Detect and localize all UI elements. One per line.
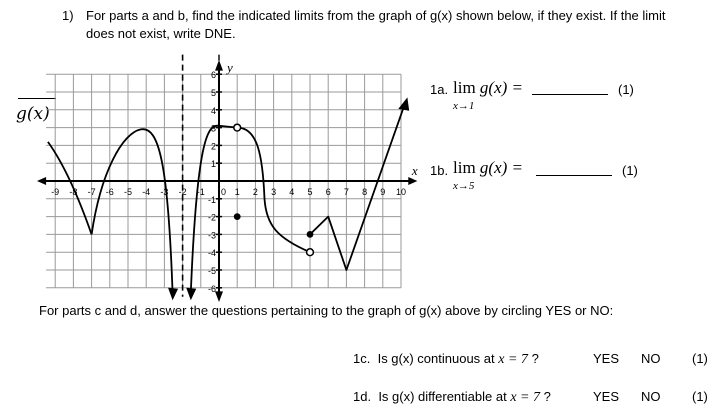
part-d-points: (1) (692, 389, 708, 404)
part-b-lim-word: lim (453, 158, 476, 177)
y-tick-label: -3 (207, 230, 216, 241)
x-tick-label: -8 (69, 187, 78, 197)
y-tick-label: -1 (207, 194, 216, 205)
part-c-suffix: ? (531, 351, 539, 366)
open-point (307, 249, 314, 256)
x-axis-arrow-right (408, 177, 417, 185)
part-a-id: 1a. (430, 82, 449, 97)
filled-point (307, 231, 314, 238)
x-tick-label: -1 (196, 187, 205, 197)
x-tick-label: -4 (142, 187, 151, 197)
x-tick-label: 10 (395, 187, 407, 197)
y-tick-label: -2 (207, 212, 216, 223)
y-tick-label: 3 (210, 123, 216, 134)
y-tick-label: 6 (210, 70, 216, 81)
part-d-math: x = 7 (510, 390, 540, 405)
part-a-expr: g(x) = (479, 78, 524, 97)
part-d-id: 1d. (353, 389, 372, 404)
filled-point (234, 213, 241, 220)
question-text-line2: does not exist, write DNE. (86, 26, 236, 41)
x-tick-label: 2 (252, 187, 258, 197)
x-tick-label: 1 (234, 187, 240, 197)
y-tick-label: 5 (210, 88, 216, 98)
curve-arrow-down (186, 288, 196, 300)
part-b-expr: g(x) = (479, 158, 524, 177)
y-tick-label: -6 (207, 283, 216, 294)
question-number: 1) (62, 8, 74, 23)
part-c-yes-option[interactable]: YES (593, 351, 620, 366)
function-label: g(x) (16, 104, 50, 124)
part-b-id: 1b. (430, 163, 449, 178)
part-c-question (353, 351, 539, 368)
x-tick-label: 4 (289, 187, 295, 197)
x-tick-label: 5 (307, 187, 313, 197)
part-a-lim-word: lim (453, 78, 476, 97)
y-tick-label: -4 (207, 248, 216, 259)
x-tick-label: 3 (271, 187, 277, 197)
x-tick-label: 6 (325, 187, 331, 197)
curve-segment-left-hump (92, 129, 173, 293)
x-axis-arrow-left (37, 177, 46, 185)
part-b-subscript: x→5 (453, 180, 475, 192)
part-c-points: (1) (692, 351, 708, 366)
x-tick-label: 0 (221, 187, 227, 197)
part-b-points: (1) (622, 163, 638, 178)
x-tick-label: -5 (123, 187, 133, 197)
part-b-answer-blank[interactable] (536, 174, 612, 176)
part-d-suffix: ? (543, 389, 551, 404)
x-tick-label: -9 (51, 187, 60, 197)
x-tick-label: 8 (362, 187, 368, 197)
part-a-answer-blank[interactable] (532, 93, 608, 95)
part-a-points: (1) (618, 82, 634, 97)
x-tick-label: 9 (380, 187, 386, 197)
curve-segment-right (310, 104, 405, 270)
x-tick-label: -6 (105, 187, 114, 197)
y-tick-label: -5 (207, 266, 216, 276)
x-axis-label: x (411, 163, 418, 178)
y-tick-label: 1 (210, 159, 216, 170)
part-c-math: x = 7 (498, 352, 528, 367)
x-tick-label: -3 (160, 187, 169, 197)
part-a-lim (453, 78, 523, 98)
part-b-lim (453, 158, 523, 178)
curve-arrow-down (168, 288, 178, 300)
part-a-subscript: x→1 (453, 100, 475, 112)
y-axis-label: y (227, 60, 233, 76)
x-tick-label: -7 (87, 187, 96, 197)
part-c-id: 1c. (353, 351, 371, 366)
part-d-no-option[interactable]: NO (641, 389, 661, 404)
y-tick-label: 2 (210, 141, 216, 152)
question-text-line1: For parts a and b, find the indicated limits from the graph of g(x) shown below, if they exist. If the limit (86, 8, 666, 23)
part-c-prefix: Is g(x) continuous at (377, 351, 495, 366)
part-d-question (353, 389, 551, 406)
curve-arrow-up (398, 97, 409, 110)
x-tick-label: 7 (343, 187, 349, 197)
parts-cd-instruction: For parts c and d, answer the questions pertaining to the graph of g(x) above by circling YES or NO: (39, 303, 614, 318)
part-d-yes-option[interactable]: YES (593, 389, 620, 404)
x-tick-label: -2 (178, 187, 187, 197)
open-point (234, 124, 241, 131)
y-tick-label: 4 (210, 105, 216, 116)
part-d-prefix: Is g(x) differentiable at (378, 389, 507, 404)
part-c-no-option[interactable]: NO (641, 351, 661, 366)
